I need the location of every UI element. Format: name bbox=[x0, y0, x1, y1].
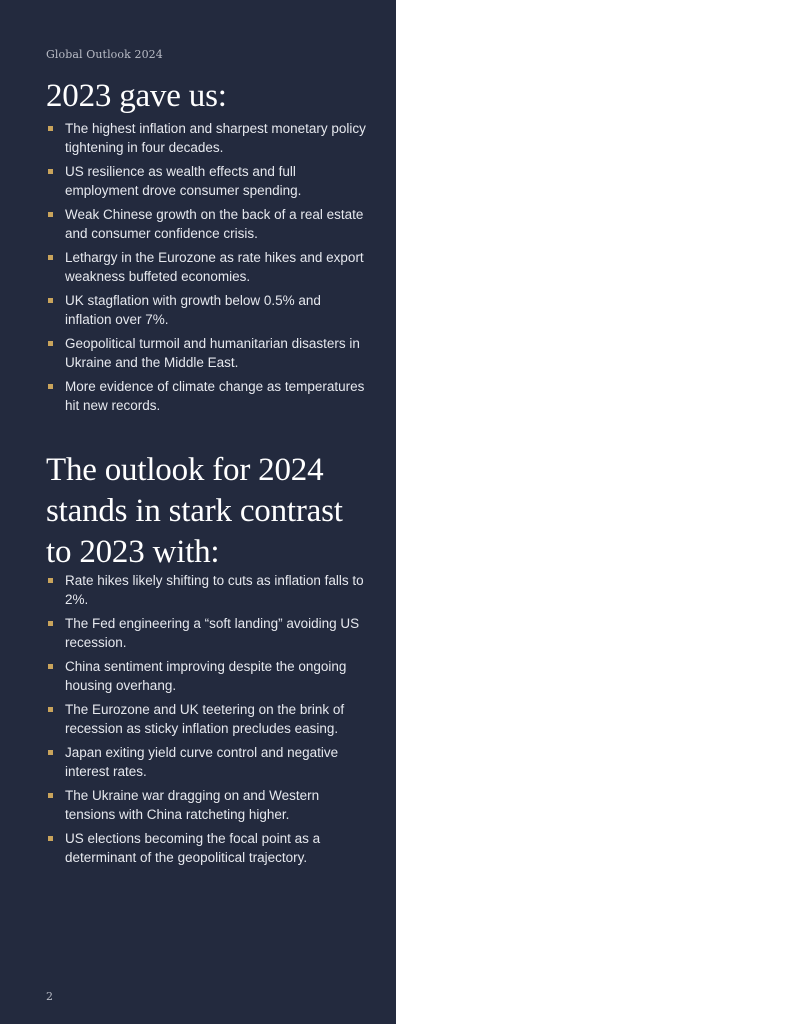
list-item bbox=[48, 249, 366, 286]
list-item bbox=[48, 292, 366, 329]
list-item-text: Geopolitical turmoil and humanitarian disasters in Ukraine and the Middle East. bbox=[65, 336, 360, 370]
bullet-square-icon bbox=[48, 298, 53, 303]
list-item-text: UK stagflation with growth below 0.5% and inflation over 7%. bbox=[65, 293, 321, 327]
list-item bbox=[48, 830, 366, 867]
bullet-square-icon bbox=[48, 750, 53, 755]
list-item-text: Lethargy in the Eurozone as rate hikes and export weakness buffeted economies. bbox=[65, 250, 364, 284]
list-item bbox=[48, 378, 366, 415]
list-item bbox=[48, 701, 366, 738]
bullet-square-icon bbox=[48, 212, 53, 217]
list-item-text: US resilience as wealth effects and full employment drove consumer spending. bbox=[65, 164, 302, 198]
list-item-text: Rate hikes likely shifting to cuts as inflation falls to 2%. bbox=[65, 573, 364, 607]
list-item-text: Japan exiting yield curve control and negative interest rates. bbox=[65, 745, 339, 779]
bullet-square-icon bbox=[48, 664, 53, 669]
blank-right-area bbox=[396, 0, 791, 1024]
document-label: Global Outlook 2024 bbox=[46, 48, 163, 61]
list-item-text: US elections becoming the focal point as a determinant of the geopolitical trajectory. bbox=[65, 831, 321, 865]
list-item-text: The Ukraine war dragging on and Western tensions with China ratcheting higher. bbox=[65, 788, 320, 822]
list-item bbox=[48, 658, 366, 695]
list-item bbox=[48, 572, 366, 609]
bullet-square-icon bbox=[48, 578, 53, 583]
list-item bbox=[48, 206, 366, 243]
page-number: 2 bbox=[46, 990, 53, 1003]
list-item bbox=[48, 615, 366, 652]
section-2-bullet-list bbox=[48, 572, 366, 873]
bullet-square-icon bbox=[48, 169, 53, 174]
list-item bbox=[48, 120, 366, 157]
list-item bbox=[48, 744, 366, 781]
bullet-square-icon bbox=[48, 255, 53, 260]
bullet-square-icon bbox=[48, 707, 53, 712]
list-item bbox=[48, 163, 366, 200]
list-item-text: The Fed engineering a “soft landing” avoiding US recession. bbox=[65, 616, 360, 650]
section-1-bullet-list bbox=[48, 120, 366, 421]
list-item-text: More evidence of climate change as temperatures hit new records. bbox=[65, 379, 365, 413]
list-item-text: China sentiment improving despite the ongoing housing overhang. bbox=[65, 659, 347, 693]
section-2-heading: The outlook for 2024 stands in stark contrast to 2023 with: bbox=[46, 452, 343, 570]
list-item bbox=[48, 787, 366, 824]
bullet-square-icon bbox=[48, 341, 53, 346]
bullet-square-icon bbox=[48, 793, 53, 798]
list-item bbox=[48, 335, 366, 372]
bullet-square-icon bbox=[48, 836, 53, 841]
bullet-square-icon bbox=[48, 621, 53, 626]
list-item-text: The Eurozone and UK teetering on the brink of recession as sticky inflation precludes easing. bbox=[65, 702, 345, 736]
bullet-square-icon bbox=[48, 384, 53, 389]
section-1-heading: 2023 gave us: bbox=[46, 78, 227, 114]
list-item-text: Weak Chinese growth on the back of a real estate and consumer confidence crisis. bbox=[65, 207, 364, 241]
list-item-text: The highest inflation and sharpest monetary policy tightening in four decades. bbox=[65, 121, 366, 155]
bullet-square-icon bbox=[48, 126, 53, 131]
